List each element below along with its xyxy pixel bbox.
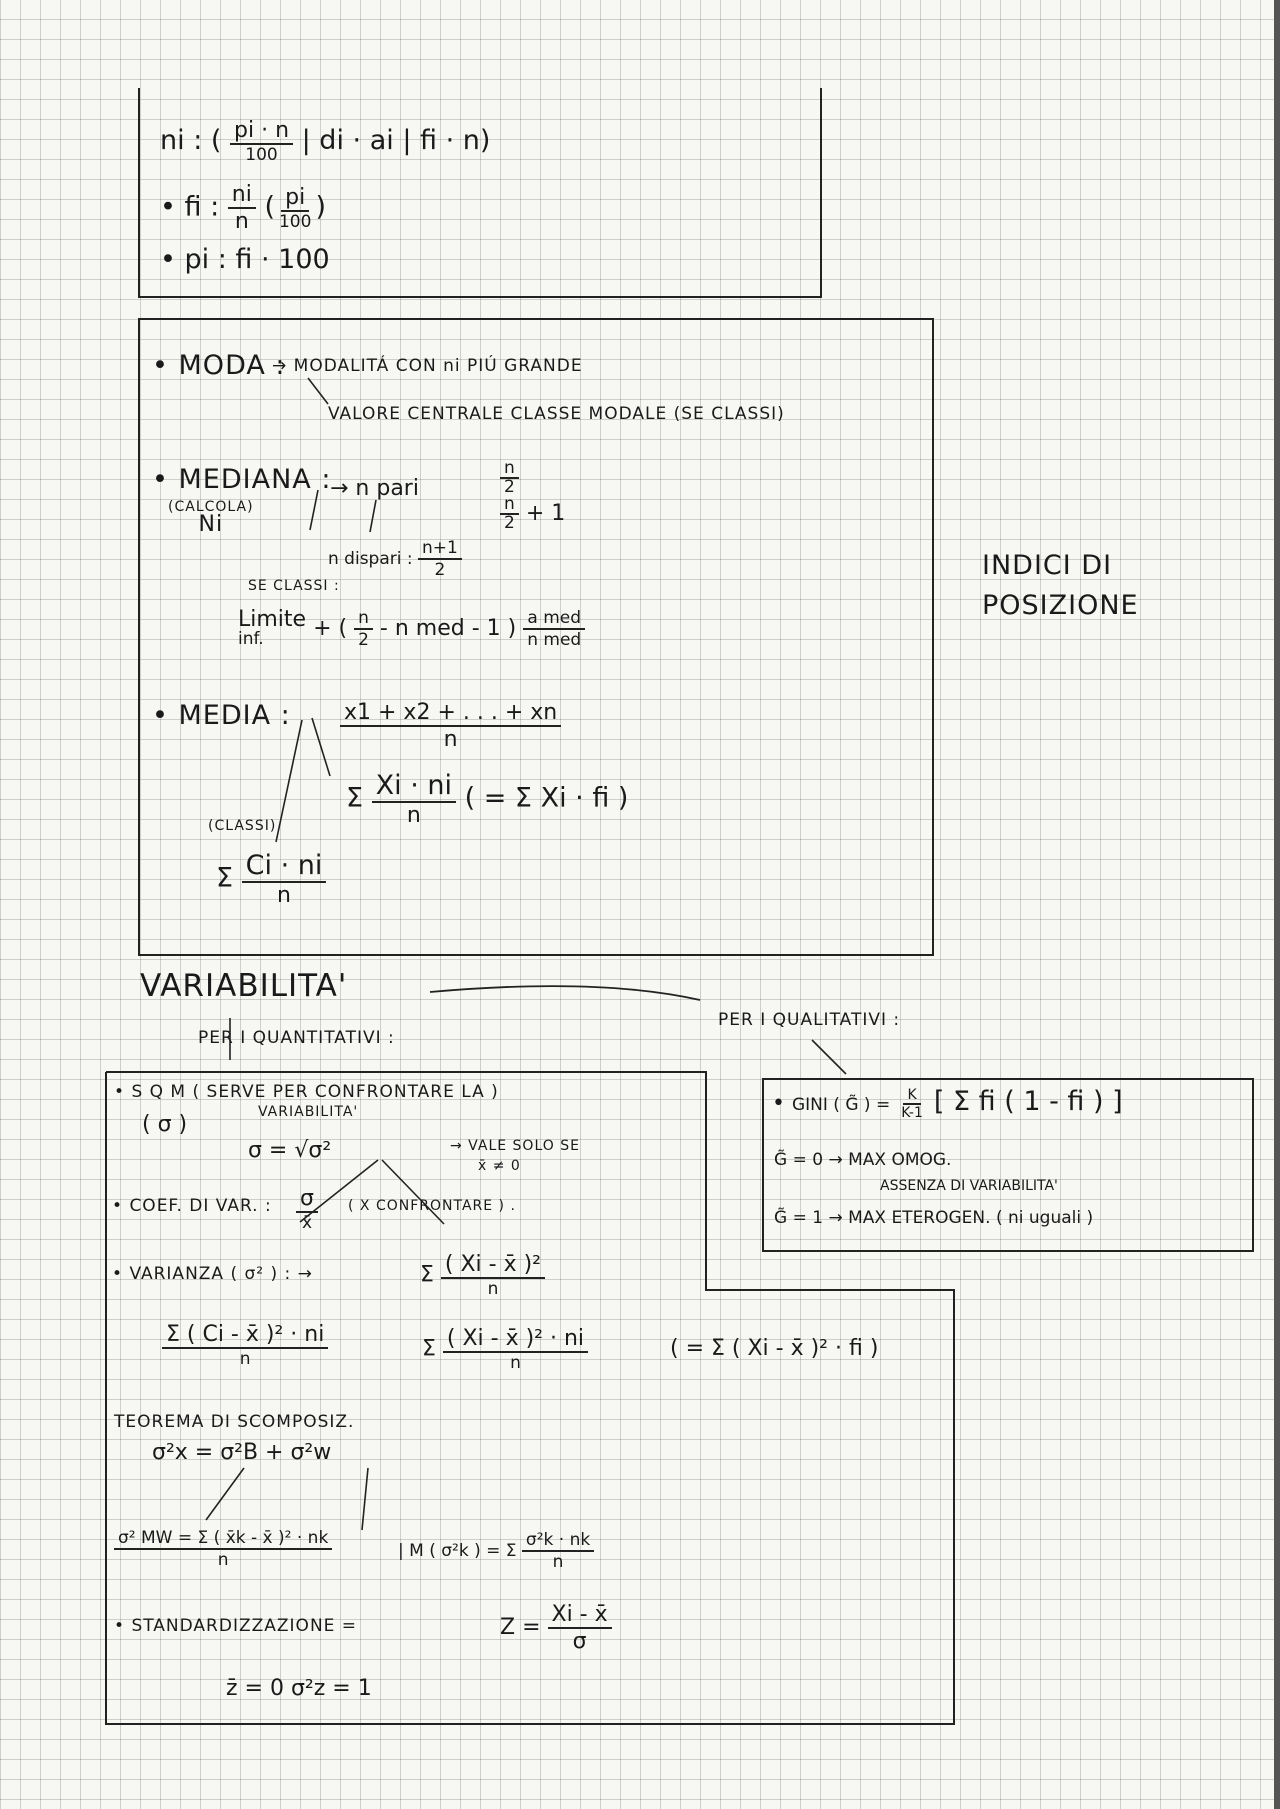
media-simple: $\frac{x1 + x2 + . . . + xn}{n}$	[340, 700, 561, 752]
coef-var-fraction: $\frac{\sigma}{x̄}$	[296, 1186, 318, 1233]
mediana-odd: n dispari : $\frac{n+1}{2}$	[328, 538, 462, 580]
gini-min: G̃ = 0 → MAX OMOG.	[774, 1150, 952, 1170]
teorema-label: TEOREMA DI SCOMPOSIZ.	[114, 1412, 355, 1432]
variabilita-title: VARIABILITA'	[140, 968, 348, 1004]
standardization-formula: Z = $\frac{Xi - x̄}{\sigma}$	[500, 1602, 612, 1654]
between-variance: $\frac{\text{σ² MW = Σ ( x̄k - x̄ )² · nk}}{n}$	[114, 1528, 332, 1570]
sigma-symbol: ( σ )	[142, 1112, 188, 1137]
pi-formula: • pi : fi · 100	[160, 244, 330, 275]
varianza-label: • VARIANZA ( σ² ) : →	[112, 1264, 313, 1284]
gini-max: G̃ = 1 → MAX ETEROGEN. ( ni uguali )	[774, 1208, 1094, 1228]
fi-formula: • fi : $\frac{ni}{n}$ ( $\frac{pi}{100}$ )	[160, 182, 326, 234]
moda-rule-1: → MODALITÁ CON ni PIÚ GRANDE	[272, 356, 583, 376]
standardization-label: • STANDARDIZZAZIONE =	[114, 1616, 358, 1636]
sigma-formula: σ = √σ²	[248, 1138, 332, 1163]
ni-fraction: $\frac{pi \cdot n}{100}$	[230, 118, 293, 165]
sqm-label: • S Q M ( SERVE PER CONFRONTARE LA )	[114, 1082, 499, 1102]
sigma-validity: → VALE SOLO SE x̄ ≠ 0	[450, 1138, 580, 1174]
within-variance: | M ( σ²k ) = Σ $\frac{\text{σ²k · nk}}{n}$	[398, 1530, 594, 1572]
mediana-classes-label: SE CLASSI :	[248, 578, 340, 594]
varianza-weighted: Σ $\frac{\text{( Xi - x̄ )² · ni}}{n}$	[422, 1326, 588, 1373]
indices-position-label: INDICI DI POSIZIONE	[982, 550, 1139, 621]
moda-rule-2: VALORE CENTRALE CLASSE MODALE (SE CLASSI)	[328, 404, 785, 424]
standardization-properties: z̄ = 0 σ²z = 1	[226, 1676, 372, 1701]
varianza-alt: ( = Σ ( Xi - x̄ )² · fi )	[670, 1336, 879, 1361]
coef-var-note: ( X CONFRONTARE ) .	[348, 1198, 516, 1214]
mediana-even: → n pari	[330, 476, 419, 501]
media-classes-label: (CLASSI)	[208, 818, 277, 834]
gini-min-note: ASSENZA DI VARIABILITA'	[880, 1178, 1058, 1194]
mediana-note: (CALCOLA) Ni	[168, 499, 254, 537]
mediana-label: • MEDIANA :	[152, 464, 332, 495]
decomposition-formula: σ²x = σ²B + σ²w	[152, 1440, 332, 1465]
media-weighted: Σ $\frac{Xi \cdot ni}{n}$ ( = Σ Xi · fi )	[346, 770, 629, 828]
varianza-simple: Σ $\frac{\text{( Xi - x̄ )²}}{n}$	[420, 1252, 545, 1299]
mediana-even-options: $\frac{n}{2}$ $\frac{n}{2}$ + 1	[500, 460, 565, 532]
mediana-classes-formula: Limite inf. + ( $\frac{n}{2}$ - n med - 1 ) $\frac{\text{a med}}{\text{n med}}$	[238, 608, 585, 650]
media-label: • MEDIA :	[152, 700, 291, 731]
coef-var-label: • COEF. DI VAR. :	[112, 1196, 272, 1216]
quantitative-label: PER I QUANTITATIVI :	[198, 1028, 395, 1048]
gini-formula: • GINI ( G̃ ) = $\frac{K}{K-1}$ [ Σ fi ( 1 - fi ) ]	[772, 1086, 1123, 1121]
moda-label: • MODA :	[152, 350, 286, 381]
qualitative-label: PER I QUALITATIVI :	[718, 1010, 901, 1030]
varianza-classes: $\frac{\text{Σ ( Ci - x̄ )² · ni}}{n}$	[162, 1322, 328, 1369]
media-classes: Σ $\frac{Ci \cdot ni}{n}$	[216, 850, 326, 908]
ni-formula: ni : ( $\frac{pi \cdot n}{100}$ | di · ai | fi · n)	[160, 118, 491, 165]
sqm-label-2: VARIABILITA'	[258, 1104, 359, 1120]
